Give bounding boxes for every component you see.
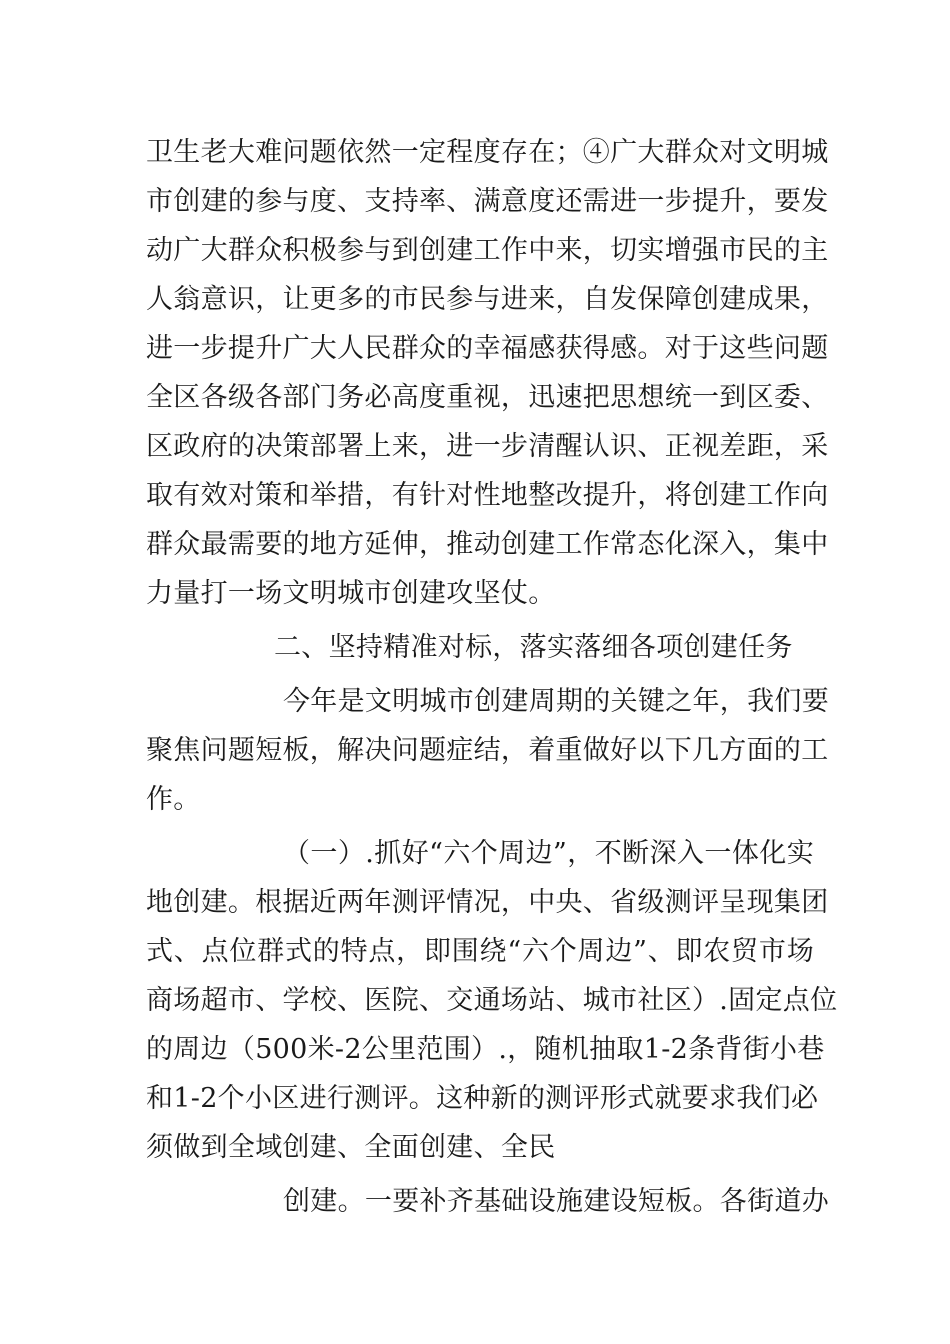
paragraph-key-year [146,677,829,824]
text-line: （一）.抓好“六个周边”，不断深入一体化实 [283,838,814,869]
text-line: 和1-2个小区进行测评。这种新的测评形式就要求我们必 [146,1083,819,1114]
text-line: 人翁意识，让更多的市民参与进来，自发保障创建成果， [146,284,829,315]
paragraph-six-surroundings [146,829,838,1172]
paragraph-problems [146,128,829,618]
text-line: 全区各级各部门务必高度重视，迅速把思想统一到区委、 [146,382,829,413]
text-line: 力量打一场文明城市创建攻坚仗。 [146,578,556,609]
text-line: 取有效对策和举措，有针对性地整改提升，将创建工作向 [146,480,829,511]
text-line: 商场超市、学校、医院、交通场站、城市社区）.固定点位 [146,985,838,1016]
text-line: 创建。一要补齐基础设施建设短板。各街道办 [283,1186,829,1217]
section-heading: 二、坚持精准对标，落实落细各项创建任务 [274,632,793,663]
text-line: 的周边（500米-2公里范围）.，随机抽取1-2条背街小巷 [146,1034,825,1065]
document-page [146,128,838,1226]
text-line: 聚焦问题短板，解决问题症结，着重做好以下几方面的工 [146,735,829,766]
text-line: 进一步提升广大人民群众的幸福感获得感。对于这些问题 [146,333,829,364]
text-line: 作。 [146,784,201,815]
text-line: 动广大群众积极参与到创建工作中来，切实增强市民的主 [146,235,829,266]
text-line: 市创建的参与度、支持率、满意度还需进一步提升，要发 [146,186,829,217]
text-line: 群众最需要的地方延伸，推动创建工作常态化深入，集中 [146,529,829,560]
text-line: 区政府的决策部署上来，进一步清醒认识、正视差距，采 [146,431,829,462]
text-line: 须做到全域创建、全面创建、全民 [146,1132,556,1163]
paragraph-infrastructure [146,1177,829,1226]
text-line: 今年是文明城市创建周期的关键之年，我们要 [283,686,829,717]
text-line: 地创建。根据近两年测评情况，中央、省级测评呈现集团 [146,887,829,918]
text-line: 卫生老大难问题依然一定程度存在；④广大群众对文明城 [146,137,829,168]
text-line: 式、点位群式的特点，即围绕“六个周边”、即农贸市场 [146,936,814,967]
